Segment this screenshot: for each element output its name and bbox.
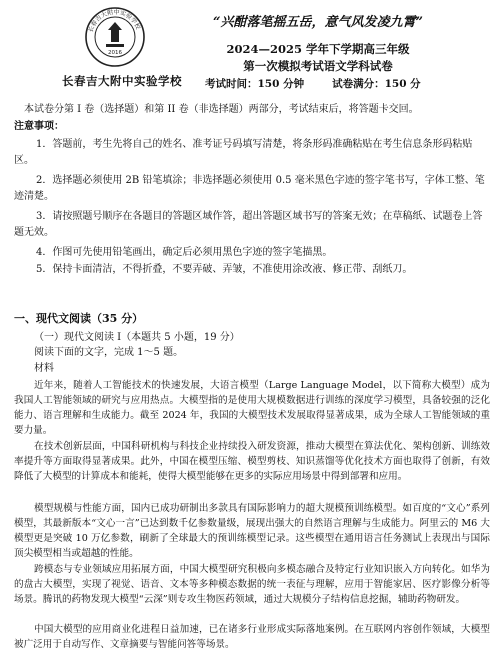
notice-item: 2．选择题必须使用 2B 铅笔填涂；非选择题必须使用 0.5 毫米黑色字迹的签字笔书写，字体工整、笔迹清楚。 xyxy=(14,175,485,202)
motto: “兴酣落笔摇五岳，意气风发凌九霄” xyxy=(213,15,423,30)
intro-text: 本试卷分第 I 卷（选择题）和第 II 卷（非选择题）两部分，考试结束后，将答题卡交回。 xyxy=(24,104,419,115)
material-paragraph: 在技术创新层面，中国科研机构与科技企业持续投入研发资源，推动大模型在算法优化、架构创新、训练效率提升等方面取得显著成果。此外，中国在模型压缩、模型剪枝、知识蒸馏等优化技术方面也取得了创新，有效降低了大模型的计算成本和能耗，使得大模型能够在更多的实际应用场景中得到部署和应用。 xyxy=(14,441,490,482)
exam-name: 第一次模拟考试语文学科试卷 xyxy=(243,59,393,73)
material-heading: 材料 xyxy=(34,363,54,374)
instruction: 阅读下面的文字，完成 1～5 题。 xyxy=(34,347,184,358)
exam-time: 考试时间：150 分钟 xyxy=(205,78,305,90)
material-paragraph: 中国大模型的应用商业化进程日益加速，已在诸多行业形成实际落地案例。在互联网内容创作领域，大模型被广泛用于自动写作、文章摘要与智能问答等场景。 xyxy=(14,624,490,650)
school-name: 长春吉大附中实验学校 xyxy=(62,74,182,88)
notice-item: 4．作图可先使用铅笔画出，确定后必须用黑色字迹的签字笔描黑。 xyxy=(36,247,333,258)
seal-year: 2016 xyxy=(108,50,122,56)
notice-item: 5．保持卡面清洁，不得折叠，不要弄破、弄皱，不准使用涂改液、修正带、刮纸刀。 xyxy=(36,264,413,275)
material-paragraph: 跨模态与专业领域应用拓展方面，中国大模型研究积极向多模态融合及特定行业知识嵌入方向转化。如华为的盘古大模型，实现了视觉、语音、文本等多种模态数据的统一表征与理解，应用于智能家居、医疗影像分析等场景。腾讯的药物发现大模型“云深”则专攻生物医药领域，通过大规模分子结构信息挖掘，辅助药物研发。 xyxy=(14,564,490,605)
material-paragraph: 模型规模与性能方面，国内已成功研制出多款具有国际影响力的超大规模预训练模型。如百度的“文心”系列模型，其最新版本“文心一言”已达到数千亿参数量级，展现出强大的自然语言理解与生成能力。阿里云的 M6 大模型更是突破 10 万亿参数，刷新了全球最大的预训练模型记录。这些模型在通用语言任务测试上表现出与国际顶尖模型相当或超越的性能。 xyxy=(14,503,490,559)
notice-item: 1．答题前，考生先将自己的姓名、准考证号码填写清楚，将条形码准确粘贴在考生信息条形码粘贴区。 xyxy=(14,139,473,166)
subsection-title: （一）现代文阅读 I（本题共 5 小题，19 分） xyxy=(34,332,240,343)
exam-score: 试卷满分：150 分 xyxy=(332,78,421,90)
exam-year: 2024—2025 学年下学期高三年级 xyxy=(226,42,410,56)
school-seal-icon xyxy=(84,6,146,68)
exam-info xyxy=(205,76,421,91)
notice-item: 3．请按照题号顺序在各题目的答题区域作答，超出答题区域书写的答案无效；在草稿纸、试题卷上答题无效。 xyxy=(14,211,483,238)
section-title: 一、现代文阅读（35 分） xyxy=(14,312,144,325)
material-paragraph: 近年来，随着人工智能技术的快速发展，大语言模型（Large Language Model，以下简称大模型）成为我国人工智能领域的研究与应用热点。大模型指的是使用大规模数据进行训练的深度学习模型，具备较强的泛化能力、语言理解和生成能力。截至 2024 年，我国的大模型技术发展取得显著成果，成为全球人工智能领域的重要力量。 xyxy=(14,380,490,436)
seal-ring-text: 长春吉大附中实验学校 xyxy=(87,8,142,34)
notice-title: 注意事项： xyxy=(14,121,64,132)
